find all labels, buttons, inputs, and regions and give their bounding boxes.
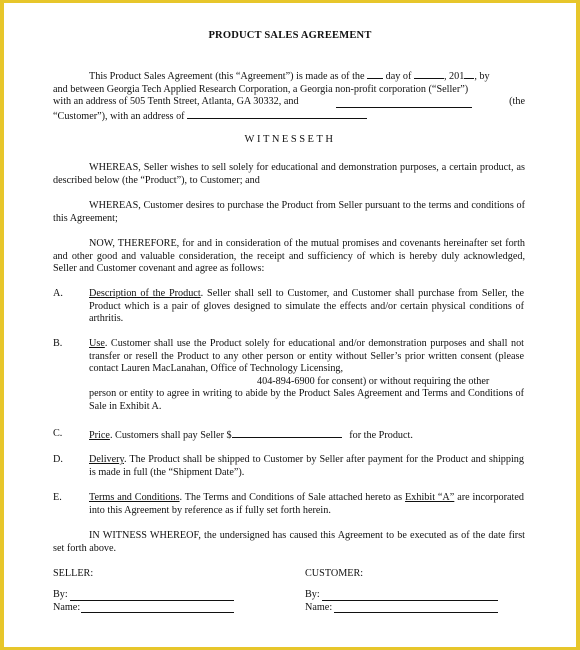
item-e-letter: E.: [53, 492, 62, 503]
item-b-heading: Use: [89, 338, 105, 349]
item-c-text: . Customers shall pay Seller $: [109, 430, 232, 441]
customer-name-label: Name:: [305, 602, 333, 613]
customer-by-label: By:: [305, 589, 320, 600]
document-page: [4, 3, 576, 647]
item-e: [89, 492, 524, 517]
intro-text: with an address of 505 Tenth Street, Atlanta, GA 30332, and: [53, 96, 299, 107]
customer-by-line[interactable]: [322, 600, 498, 601]
intro-line-1: [53, 69, 525, 84]
item-a-text: . Seller shall sell to Customer, and Customer shall purchase from Seller, the Product which is a pair of gloves designed to simulate the effects and/or certain physical conditions of arthritis.: [89, 288, 525, 324]
now-therefore-paragraph: [53, 238, 525, 276]
seller-by-line[interactable]: [70, 600, 234, 601]
intro-text: This Product Sales Agreement (this “Agreement”) is made as of the: [89, 71, 365, 82]
seller-label: SELLER:: [53, 568, 94, 579]
intro-text: day of: [385, 71, 412, 82]
whereas-paragraph-2: [53, 200, 525, 225]
exhibit-a-link: Exhibit “A”: [405, 492, 455, 503]
document-title: PRODUCT SALES AGREEMENT: [208, 30, 372, 41]
now-therefore-text: NOW, THEREFORE, for and in consideration of the mutual promises and covenants hereinafter set forth and other good and valuable consideration, the receipt and sufficiency of which is hereby duly acknowledged, Seller and Customer covenant and agree as follows:: [53, 238, 525, 274]
seller-name-line[interactable]: [81, 612, 234, 613]
customer-name-blank: [336, 98, 472, 108]
item-b-letter: B.: [53, 338, 63, 349]
item-d: [89, 454, 524, 479]
item-d-letter: D.: [53, 454, 63, 465]
seller-by-label: By:: [53, 589, 68, 600]
day-blank: [367, 69, 383, 79]
seller-name-label: Name:: [53, 602, 81, 613]
item-b-text: . Customer shall use the Product solely for educational and/or demonstration purposes and shall not transfer or resell the Product to any other person or entity without Seller’s prior written consent (please contact Lauren MacLanahan, Office of Technology Licensing,: [89, 338, 524, 374]
item-b: [89, 338, 524, 413]
year-blank: [464, 69, 474, 79]
item-e-text: . The Terms and Conditions of Sale attached hereto as: [179, 492, 403, 503]
witnesseth-heading: WITNESSETH: [244, 134, 336, 145]
price-blank: [232, 428, 342, 438]
intro-line-4: [53, 109, 525, 124]
item-b-phone-line: 404-894-6900 for consent) or without requiring the other: [257, 375, 490, 387]
month-blank: [414, 69, 444, 79]
intro-text: , 201: [443, 71, 465, 82]
customer-label: CUSTOMER:: [305, 568, 364, 579]
in-witness-text: IN WITNESS WHEREOF, the undersigned has caused this Agreement to be executed as of the date first set forth above.: [53, 530, 525, 554]
customer-name-line[interactable]: [334, 612, 498, 613]
item-c-letter: C.: [53, 428, 63, 439]
intro-line-2: and between Georgia Tech Applied Research Corporation, a Georgia non-profit corporation (“Seller”): [53, 83, 469, 95]
intro-paragraph: [53, 69, 525, 123]
item-b-text-2: person or entity to agree in writing to abide by the Product Sales Agreement and Terms and Conditions of Sale in Exhibit A.: [89, 388, 524, 412]
in-witness-paragraph: [53, 530, 525, 555]
item-e-text-2: are incorporated into this Agreement by reference as if fully set forth herein.: [89, 492, 525, 516]
item-d-text: . The Product shall be shipped to Customer by Seller after payment for the Product and shipping is made in full (the “Shipment Date”).: [89, 454, 524, 478]
item-e-heading: Terms and Conditions: [89, 492, 180, 503]
item-c-text-2: for the Product.: [349, 430, 413, 441]
intro-line-3: [53, 96, 525, 109]
item-a-heading: Description of the Product: [89, 288, 201, 299]
whereas-2-text: WHEREAS, Customer desires to purchase the Product from Seller pursuant to the terms and conditions of this Agreement;: [53, 200, 525, 224]
intro-text: “Customer”), with an address of: [53, 110, 185, 122]
item-a: [89, 288, 524, 326]
item-d-heading: Delivery: [89, 454, 124, 465]
whereas-paragraph-1: [53, 162, 525, 187]
whereas-1-text: WHEREAS, Seller wishes to sell solely for educational and demonstration purposes, a certain product, as described below (the “Product”), to Customer; and: [53, 162, 525, 186]
item-a-letter: A.: [53, 288, 63, 299]
intro-text: , by: [474, 71, 490, 82]
item-c-heading: Price: [89, 430, 110, 441]
item-c: [89, 428, 524, 443]
customer-address-blank: [187, 109, 367, 119]
intro-text: (the: [509, 96, 525, 107]
